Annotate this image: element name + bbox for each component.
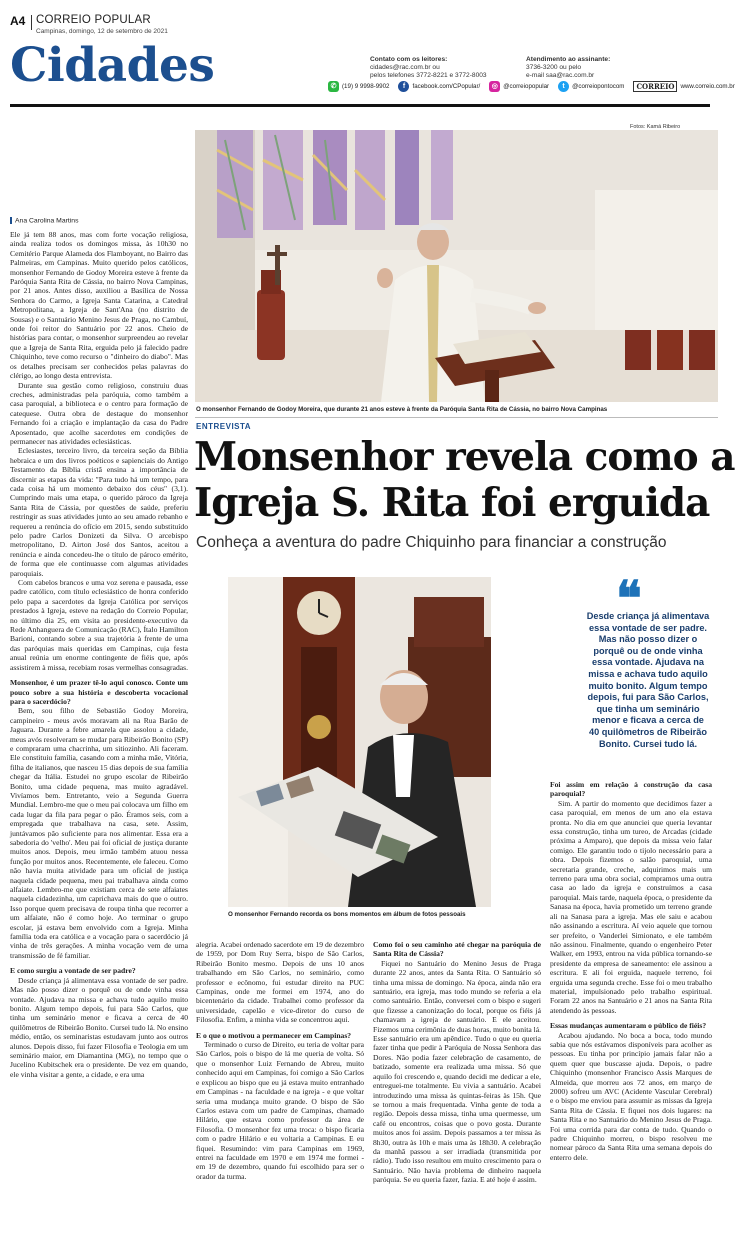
whatsapp-contact[interactable] <box>328 81 389 92</box>
pullquote-text: Desde criança já alimentava essa vontade de ser padre. Mas não posso dizer o porquê ou de onde vinha essa vontade. Ajudava na missa e achava tudo aquilo muito bonito. Algum tempo depois, fui para São Carlos, que tinha um seminário menor e ficava a cerca de 40 quilômetros de Ribeirão Bonito. Cursei tudo lá. <box>586 611 710 749</box>
question-4: Como foi o seu caminho até chegar na paróquia de Santa Rita de Cássia? <box>373 940 541 959</box>
reader-contact-phones: pelos telefones 3772-8221 e 3772-8003 <box>370 72 487 80</box>
church-photo <box>195 130 718 402</box>
header-rule <box>10 104 710 107</box>
body-paragraph: Durante sua gestão como religioso, construiu duas creches, administradas pela paróquia, como também a casa paroquial, a biblioteca e o centro para formação de catequese. Outra obra de destaque do monsenhor Fernando foi a criação e implantação da casa do Padre Aposentado, que acolhe sacerdotes em condições de permanecer nas atividades eclesiásticas. <box>10 380 188 446</box>
reader-contact-email: cidades@rac.com.br ou <box>370 64 440 72</box>
twitter-link[interactable] <box>558 81 624 92</box>
question-3: E o que o motivou a permanecer em Campinas? <box>196 1030 352 1040</box>
social-bar <box>328 81 735 92</box>
subscriber-phone: 3736-3200 ou pelo <box>526 64 581 72</box>
church-photo-illustration <box>195 130 718 402</box>
site-logo: CORREIO <box>633 81 677 92</box>
body-paragraph: Com cabelos brancos e uma voz serena e pausada, esse padre católico, com título eclesiástico de honra conferido pelo papa a sacerdotes da Igreja Católica por serviços prestados à Igreja, esteve na redação do Correio Popular, no último dia 25, em visita ao presidente-executivo da Rede Anhanguera de Comunicação (RAC), Ítalo Hamilton Barioni, contando sobre a sua trajetória à frente de uma das paróquias mais queridas em Campinas, cuja festa anual reúnia um enorme contingente de fiéis que, após assistirem à missa, recebiam rosas vermelhas consagradas. <box>10 578 188 672</box>
section-title: Cidades <box>10 38 215 93</box>
question-6: Essas mudanças aumentaram o público de fiéis? <box>550 1021 707 1031</box>
byline-marker <box>10 217 12 224</box>
question-1: Monsenhor, é um prazer tê-lo aqui conosco. Conte um pouco sobre a sua história e descoberta vocacional para o sacerdócio? <box>10 678 188 706</box>
album-photo-caption: O monsenhor Fernando recorda os bons momentos em álbum de fotos pessoais <box>228 911 466 918</box>
reader-contact <box>370 56 487 81</box>
answer-6: Acabou ajudando. No boca a boca, todo mundo sabia que nós estávamos disponíveis para acolher as pessoas. Eu tinha por princípio jamais falar não a quem quer que buscasse ajuda. Depois, o padre Chiquinho (monsenhor Francisco Assis Marques de Almeida, que morreu aos 72 anos, em março de 2000) sofreu um AVC (Acidente Vascular Cerebral) e o bispo me enviou para assumir as missas da Igreja Santa Rita de Cássia. E fiquei nos dois lugares: na Santa Rita e no Santuário do Menino Jesus de Praga. Foi uma corrida para dar conta de tudo. Quando o padre Chiquinho morreu, o bispo resolveu me nomear pároco da Santa Rita uma semana depois do enterro dele. <box>550 1030 712 1162</box>
kicker: ENTREVISTA <box>196 422 252 431</box>
byline <box>10 217 78 224</box>
quote-mark-icon: ❝ <box>616 571 642 627</box>
byline-name: Ana Carolina Martins <box>15 217 79 225</box>
top-photo-divider <box>195 417 718 418</box>
continuation-paragraph: alegria. Acabei ordenado sacerdote em 19 de dezembro de 1959, por Dom Ruy Serra, bispo de São Carlos, Ribeirão Bonito mesmo. Depois de uns 10 anos trabalhando em São Carlos, no seminário, como professor e ecônomo, fui estudar direito na PUC Campinas, onde me formei em 1974, ano do bicentenário da cidade. Trabalhei como professor da universidade, capelão e vice-diretor do curso de Filosofia. Enfim, a minha vida se concentrou aqui. <box>196 940 364 1025</box>
instagram-link[interactable] <box>489 81 549 92</box>
subscriber-label: Atendimento ao assinante: <box>526 56 611 63</box>
header-divider <box>31 15 32 30</box>
twitter-icon: t <box>558 81 569 92</box>
article-column-2 <box>196 940 364 1240</box>
pullquote-box <box>586 571 710 767</box>
reader-contact-label: Contato com os leitores: <box>370 56 448 63</box>
intro-paragraph: Ele já tem 88 anos, mas com forte vocação religiosa, ainda realiza todos os domingos missa, às 10h30 no Cemitério Parque Alameda dos Flamboyant, no Bairro das Palmeiras, em Campinas. Muito querido pelos católicos, monsenhor Fernando de Godoy Moreira esteve à frente da Paróquia Santa Rita de Cássia, no bairro Nova Campinas, por 21 anos. Antes disso, auxiliou a Basílica de Nossa Senhora do Carmo, a Igreja Santa Catarina, a Catedral Metropolitana, a Igreja de Sant'Ana (no distrito de Sousas) e o Santuário Menino Jesus de Praga, no Cambuí, onde foi reitor do Santuário por 22 anos. Cheio de histórias para contar, o monsenhor surpreendeu ao revelar que a Igreja de Santa Rita, erguida pelo já falecido padre Chiquinho, teve como recurso o "dinheiro do diabo". Mas os detalhes precisam ser conhecidos pelas palavras do clérigo, ao longo desta entrevista. <box>10 230 188 381</box>
question-2: E como surgiu a vontade de ser padre? <box>10 966 136 976</box>
answer-5: Sim. A partir do momento que decidimos fazer a casa paroquial, em menos de um ano ela estava pronta. No dia em que anunciei que queria levantar essa construção, tinha um tureo, de Arcadas (cidade próxima a Amparo), que depois da missa veio falar comigo. Ele garantiu todo o tijolo necessário para a obra. Depois fizemos o salão paroquial, uma secretaria grande, creche, adquirimos mais um terreno para uma obra social, compramos uma outra casa ao lado da igreja e construímos a casa paroquial. Mais tarde, naquela época, o presidente da Sanasa na época, havia prometido um terreno grande ali na Sanasa para a igreja. Mas ele saiu e acabou não assinando a escritura. Aí veio aquele que tornou ser prefeito, o Vanderlei Simionato, e ele também não assinou. Finalmente, quando o engenheiro Peter Walker, em 1993, entrou na vida pública tornando-se presidente da empresa de saneamento: ele assinou a escritura. E ali foi erguida, naquele terreno, foi erguida uma segunda creche. Esse foi o meu trabalho material, impulsionado pelo trabalho espiritual. Foram 22 anos na Santuário e 21 anos na Santa Rita atendendo às pessoas. <box>550 798 712 1015</box>
website-url: www.correio.com.br <box>680 83 735 90</box>
headline-line-1: Monsenhor revela como a <box>194 434 735 480</box>
page-number: A4 <box>10 14 26 28</box>
whatsapp-icon: ✆ <box>328 81 339 92</box>
album-photo-illustration <box>228 577 491 907</box>
stained-glass-windows <box>217 130 453 238</box>
subheadline: Conheça a aventura do padre Chiquinho para financiar a construção <box>196 534 667 551</box>
twitter-handle: @correiopontocom <box>572 83 625 90</box>
answer-3: Terminado o curso de Direito, eu teria de voltar para São Carlos, pois o bispo de lá me queria de volta. Só que o monsenhor Luiz Fernando de Abreu, muito conhecido aqui em Campinas, foi comigo a São Carlos e explicou ao bispo que eu já estava muito entranhado em Campinas - na faculdade e na igreja - e que voltar seria uma mudança muito grande. O bispo de São Carlos estava com um padre de Campinas, chamado Hilário, que estava como professor da área de Filosofia. O monsenhor fez uma troca: o bispo ficaria com o padre Hilário e eu voltaria a Campinas. E eu fiquei. Resumindo: vim para Campinas em 1969, entrei na faculdade em 1970 e em 1974 me formei - em 19 de dezembro, quando fui escolhido para ser o orador da turma. <box>196 1040 364 1181</box>
article-column-1 <box>10 230 188 1240</box>
answer-4: Fiquei no Santuário do Menino Jesus de Praga durante 22 anos, antes da Santa Rita. O Santuário só tinha uma missa de domingo. Na época, ainda não era santuário, era igreja, mas todo mundo se referia a ela como santuário. Então, conversei com o bispo e sugeri que fizesse a canonização do local, porque os fiéis já chamavam a igreja de santuário. E ele aceitou. Fizemos uma cerimônia de duas horas, muito bonita lá. Esse santuário era um apêndice. Tudo o que eu queria fazer tinha que pedir à Paróquia de Nossa Senhora das Dores. Não podia fazer celebração de casamento, de batizado, somente era realizada uma missa. Só que aquilo foi crescendo e, quando decidi me dedicar a ele, entreguei-me totalmente. Eu vivia a santuário. Acabei introduzindo uma missa às quintas-feiras às 15h. Que se tornou a mais frequentada. Vinha gente de toda a região. Depois dessa missa, tinha uma quermesse, um café ou encontros, coisas que o povo gosta. Durante muitos anos foi assim. Depois passamos a ter missa às 8h30, outra às 10h e mais uma às 18h30. A celebração da manhã passou a ser irradiada (transmitida por rádio). Tudo isso resultou em muito crescimento para o Santuário. Não havia problema de dinheiro naquela paróquia. Se eu queria fazer, fazia. E até hoje é assim. <box>373 958 541 1185</box>
photo-credit: Fotos: Kamá Ribeiro <box>630 124 681 130</box>
article-column-4 <box>550 780 712 1240</box>
whatsapp-number: (19) 9 9998-9902 <box>342 83 390 90</box>
facebook-handle: facebook.com/CPopular/ <box>412 83 481 90</box>
facebook-link[interactable] <box>398 81 480 92</box>
body-paragraph: Eclesiastes, terceiro livro, da terceira seção da Bíblia hebraica e um dos livros poéticos e sapienciais do Antigo Testamento da Bíblia cristã ensina a importância de discernir as etapas da vida: "Para tudo há um tempo, para cada coisa há um momento debaixo dos céus" (3,1). Cumprindo mais uma etapa, o querido pároco da Igreja Santa Rita de Cássia, por questões de saúde, preferiu restringir as suas atividades junto ao seu amado rebanho e requereu a renúncia do ofício em 2015, sendo substituído pelo padre Carlos Donizeti da Silva. O arcebispo metropolitano, D. Airton José dos Santos, aceitou a renúncia e ainda concedeu-lhe o título de pároco emérito, de forma que ele continuasse com algumas atividades paroquiais. <box>10 446 188 578</box>
headline <box>194 434 735 526</box>
album-photo <box>228 577 491 907</box>
website-link[interactable] <box>633 81 734 92</box>
subscriber-service <box>526 56 610 81</box>
subscriber-email: e-mail saa@rac.com.br <box>526 72 595 80</box>
question-5: Foi assim em relação à construção da casa paroquial? <box>550 780 712 799</box>
paper-name: CORREIO POPULAR <box>36 14 151 26</box>
headline-line-2: Igreja S. Rita foi erguida <box>194 480 710 526</box>
instagram-icon: ◎ <box>489 81 500 92</box>
answer-1: Bem, sou filho de Sebastião Godoy Moreira, campineiro - meus avós moravam ali na Rua Barão de Jaguara. Durante a febre amarela que assolou a cidade, meus avós resolveram se mudar para Ribeirão Bonito (SP) e compraram uma chacrinha, um sitiozinho. Ali faceram. Ele constituiu família, casando com a minha mãe, Vitória, filha de italianos, que nasceu 15 dias depois de sua família chegar da Itália. Estudei no grupo escolar de Ribeirão Bonito, uma cidade pequena, mas muito agradável. Vivíamos bem. Entretanto, veio a Segunda Guerra Mundial. Lembro-me que o meu pai colocava um filho em cada lugar da fila para pegar o pão. Éramos seis, com a empregada que trabalhava na casa, sete. Assim, juntávamos pão suficiente para nos alimentar. Essa era a sabedoria do 'velho'. Meu pai foi oficial de justiça durante muitos anos. Depois, meu irmão também atuou nessa função por muitos anos. Recentemente, ele faleceu. Como não havia muita atividade para um oficial de justiça naquela cidade pequena, meu pai trabalhava ainda como alfaiate. Lembro-me que existiam cerca de sete alfaiates naquela cidadezinha, um caprichava mais do que o outro. Isso porque quem precisava de roupa tinha que recorrer a um alfaiate, não é como hoje. Ao terminar o grupo escolar, já estava bem envolvido com a Igreja. Minha família toda era católica e a vocação para o sacerdócio já vinha de três gerações. A minha vocação vem de uma transmissão de fé familiar. <box>10 706 188 960</box>
church-photo-caption: O monsenhor Fernando de Godoy Moreira, que durante 21 anos esteve à frente da Paróquia Santa Rita de Cássia, no bairro Nova Campinas <box>196 406 608 413</box>
facebook-icon: f <box>398 81 409 92</box>
dateline: Campinas, domingo, 12 de setembro de 2021 <box>36 28 168 35</box>
article-column-3 <box>373 940 541 1240</box>
instagram-handle: @correiopopular <box>503 83 550 90</box>
answer-2: Desde criança já alimentava essa vontade de ser padre. Mas não posso dizer o porquê ou de onde vinha essa vontade. Ajudava na missa e achava tudo aquilo muito bonito. Algum tempo depois, fui para São Carlos, que tinha um seminário menor e ficava a cerca de 40 quilômetros de Ribeirão Bonito. Cursei tudo lá. No ensino médio, então, os seminaristas estudavam junto aos outros alunos. Depois disso, fui fazer Filosofia e Teologia em um seminário maior, em Diamantina (MG), no tempo que o Jucelino Kubitschek era o presidente. De vez em quando, ele vinha visitar a gente, a cidade, e era uma <box>10 975 188 1079</box>
